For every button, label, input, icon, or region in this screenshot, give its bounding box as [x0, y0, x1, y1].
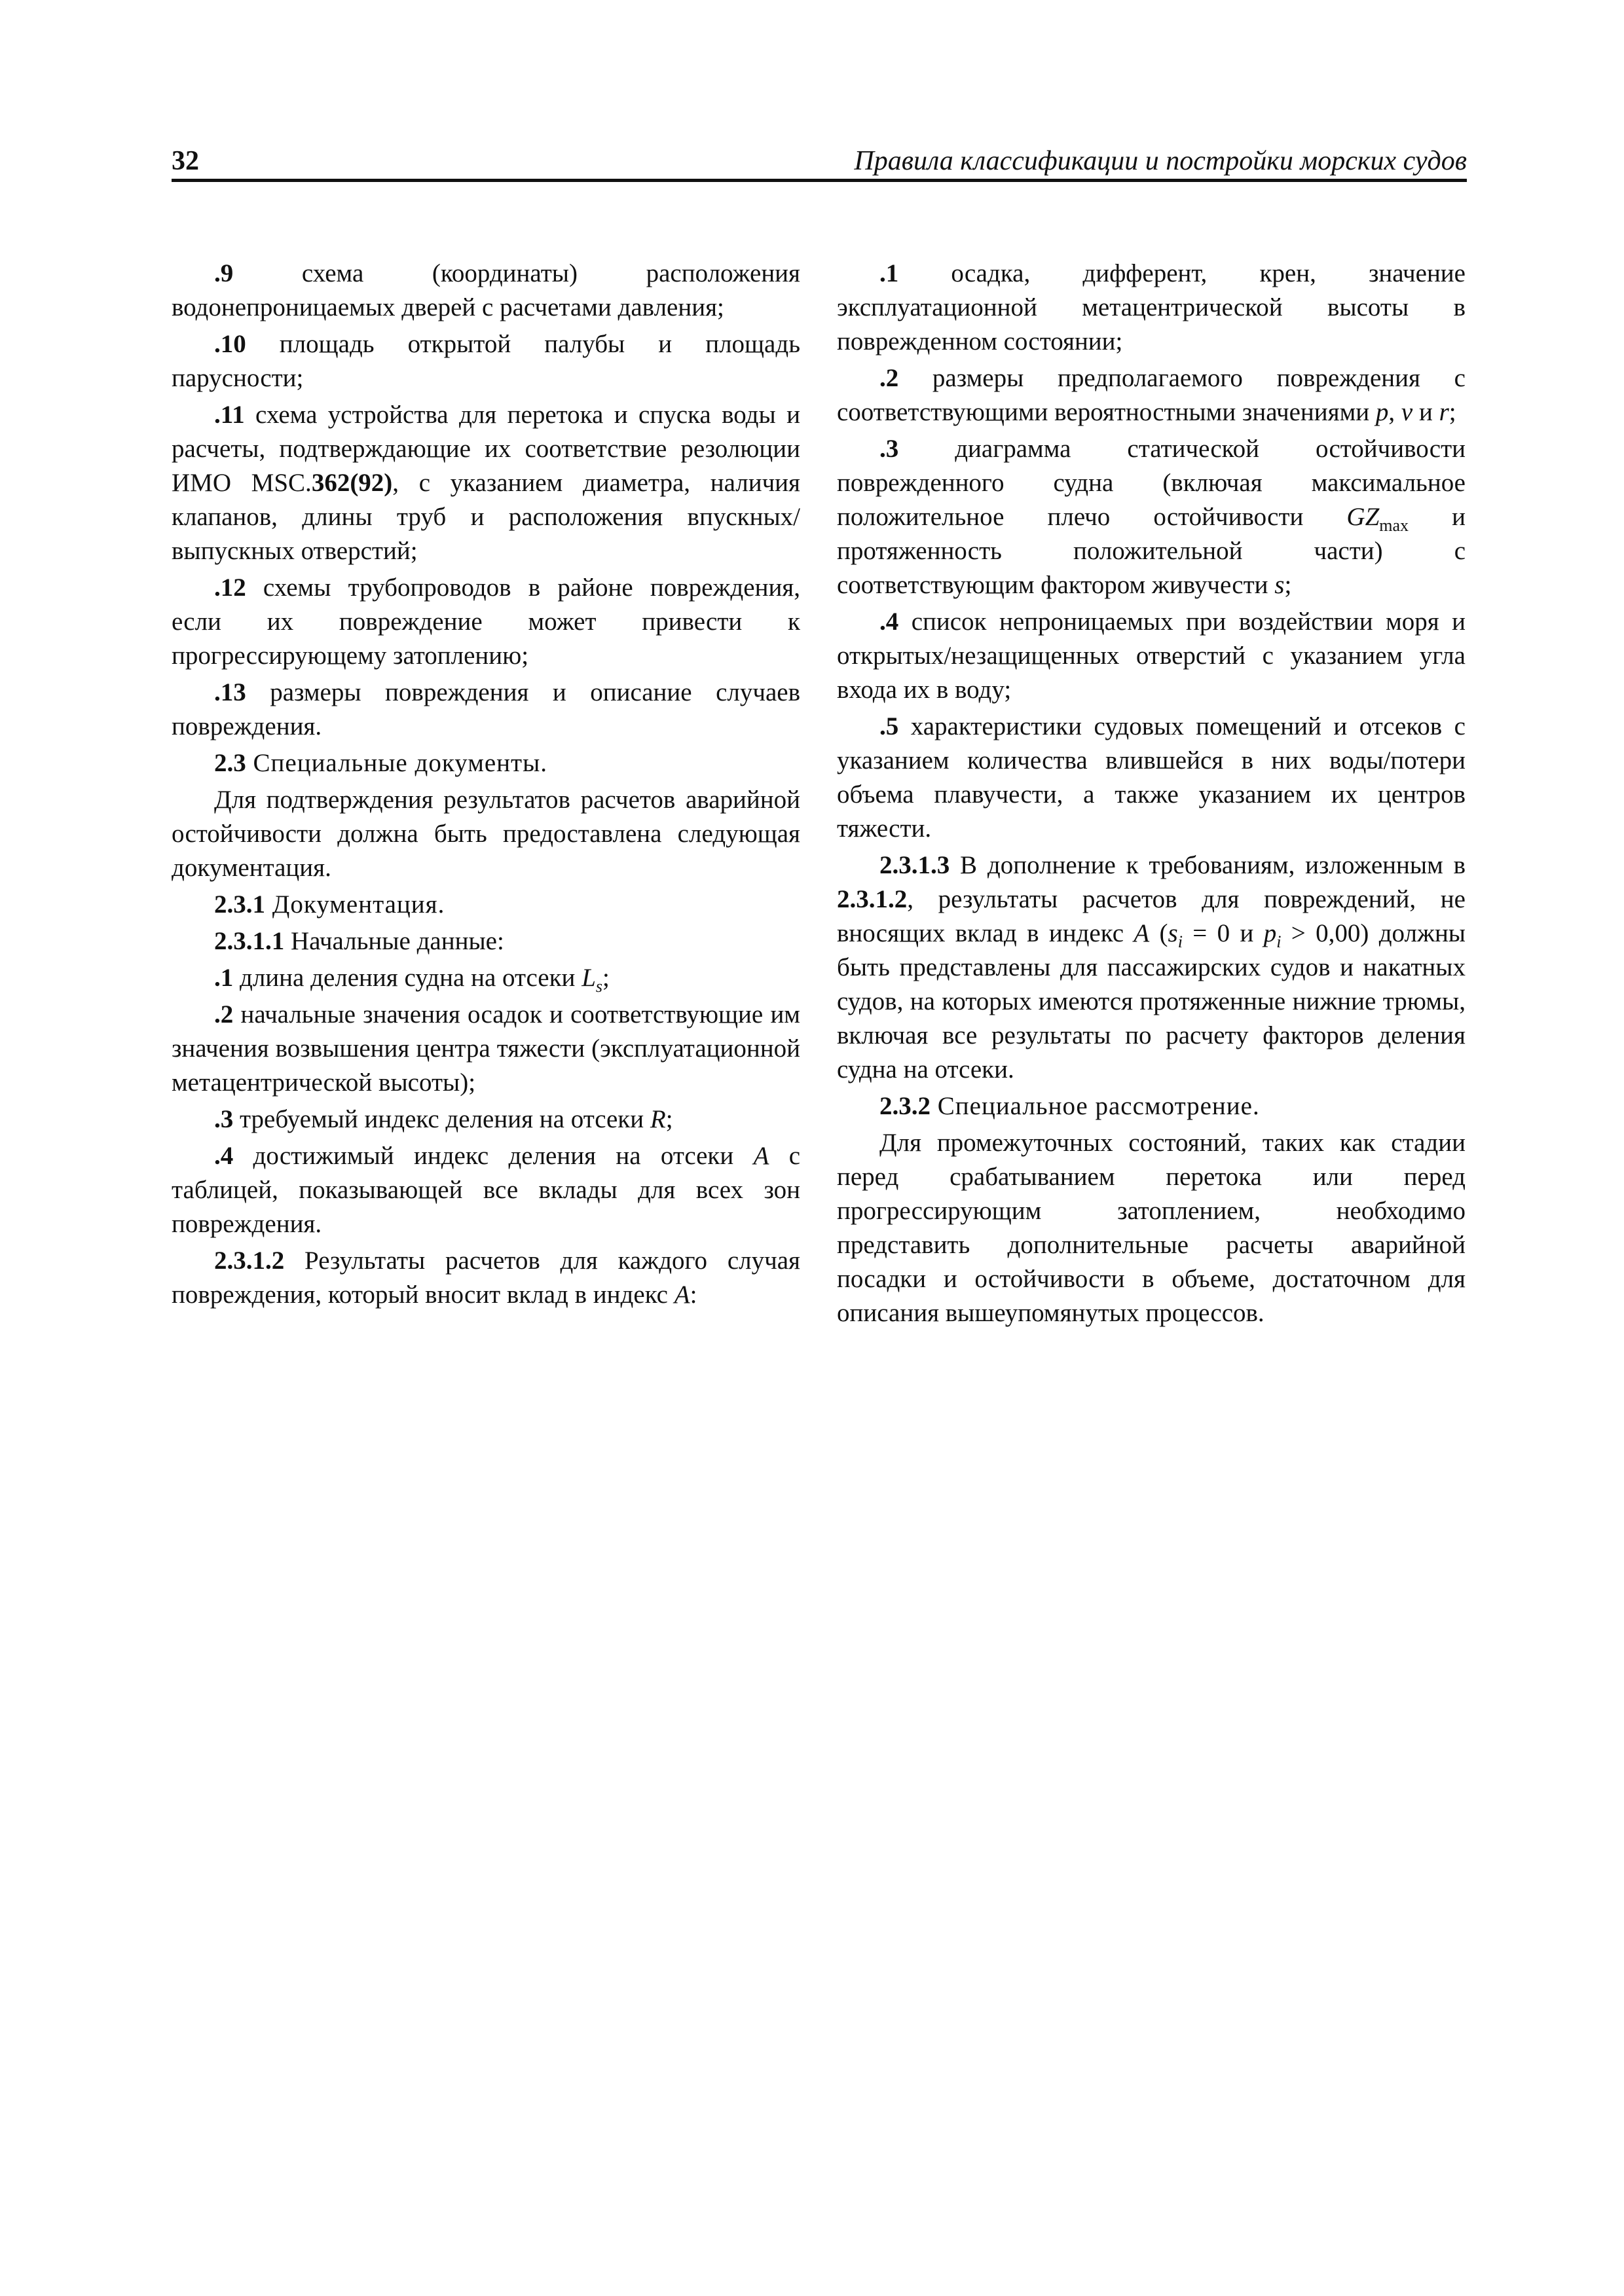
section-heading-2-3-2: 2.3.2 Специальное рассмотрение. — [879, 1092, 1260, 1120]
section-heading-2-3: 2.3 Специальные документы. — [214, 749, 548, 777]
page-header — [172, 139, 1467, 178]
running-title: Правила классификации и постройки морских судов — [854, 146, 1467, 176]
list-item-12: .12 схемы трубопроводов в районе повреждения, если их повреждение может привести к прогрессирующему затоплению; — [172, 574, 800, 670]
list-item-1: .1 длина деления судна на отсеки $L_s$; — [214, 964, 610, 996]
section-body-2-3-2: Для промежуточных состояний, таких как стадии перед срабатыванием перетока или перед прогрессирующим затоплением, необходимо представить дополнительные расчеты аварийной посадки и остойчивости в объеме, достаточном для описания вышеупомянутых процессов. — [837, 1129, 1466, 1327]
list-item-4: .4 достижимый индекс деления на отсеки A с таблицей, показывающей все вклады для всех зон повреждения. — [172, 1142, 801, 1238]
result-item-1: .1 осадка, дифферент, крен, значение эксплуатационной метацентрической высоты в поврежденном состоянии; — [837, 259, 1466, 355]
header-rule — [172, 179, 1467, 182]
list-item-10: .10 площадь открытой палубы и площадь парусности; — [172, 330, 800, 392]
list-item-11: .11 схема устройства для перетока и спуска воды и расчеты, подтверждающие их соответствие резолюции ИМО MSC.362(92), с указанием диаметра, наличия клапанов, длины труб и расположения впускных/выпускных отверстий; — [172, 401, 800, 565]
section-body-2-3: Для подтверждения результатов расчетов аварийной остойчивости должна быть предоставлена следующая документация. — [172, 786, 800, 882]
list-item-9: .9 схема (координаты) расположения водонепроницаемых дверей с расчетами давления; — [172, 259, 800, 321]
page-number: 32 — [172, 146, 199, 176]
list-item-2: .2 начальные значения осадок и соответствующие им значения возвышения центра тяжести (эксплуатационной метацентрической высоты); — [172, 1000, 800, 1097]
section-heading-2-3-1-1: 2.3.1.1 Начальные данные: — [214, 927, 504, 955]
section-2-3-1-3: 2.3.1.3 В дополнение к требованиям, изложенным в 2.3.1.2, результаты расчетов для повреждений, не вносящих вклад в индекс A ($s_i = 0$ и $p_i > 0,00$) должны быть представлены для пассажирских судов и накатных судов, на которых имеются протяженные нижние трюмы, включая все результаты по расчету факторов деления судна на отсеки. — [837, 851, 1466, 1084]
right-column — [837, 257, 1466, 1330]
result-item-3: .3 диаграмма статической остойчивости поврежденного судна (включая максимальное положительное плечо остойчивости $GZ_{max}$ и протяженность положительной части) с соответствующим фактором живучести s; — [837, 435, 1466, 599]
section-2-3-1-2: 2.3.1.2 Результаты расчетов для каждого случая повреждения, который вносит вклад в индекс A: — [172, 1247, 800, 1309]
left-column — [172, 257, 800, 1312]
section-heading-2-3-1: 2.3.1 Документация. — [214, 890, 445, 919]
result-item-5: .5 характеристики судовых помещений и отсеков с указанием количества влившейся в них воды/потери объема плавучести, а также указанием их центров тяжести. — [837, 712, 1466, 843]
list-item-3: .3 требуемый индекс деления на отсеки R; — [214, 1105, 673, 1133]
result-item-4: .4 список непроницаемых при воздействии моря и открытых/незащищенных отверстий с указанием угла входа их в воду; — [837, 608, 1466, 704]
list-item-13: .13 размеры повреждения и описание случаев повреждения. — [172, 678, 800, 740]
result-item-2: .2 размеры предполагаемого повреждения с соответствующими вероятностными значениями p, v и r; — [837, 364, 1466, 426]
